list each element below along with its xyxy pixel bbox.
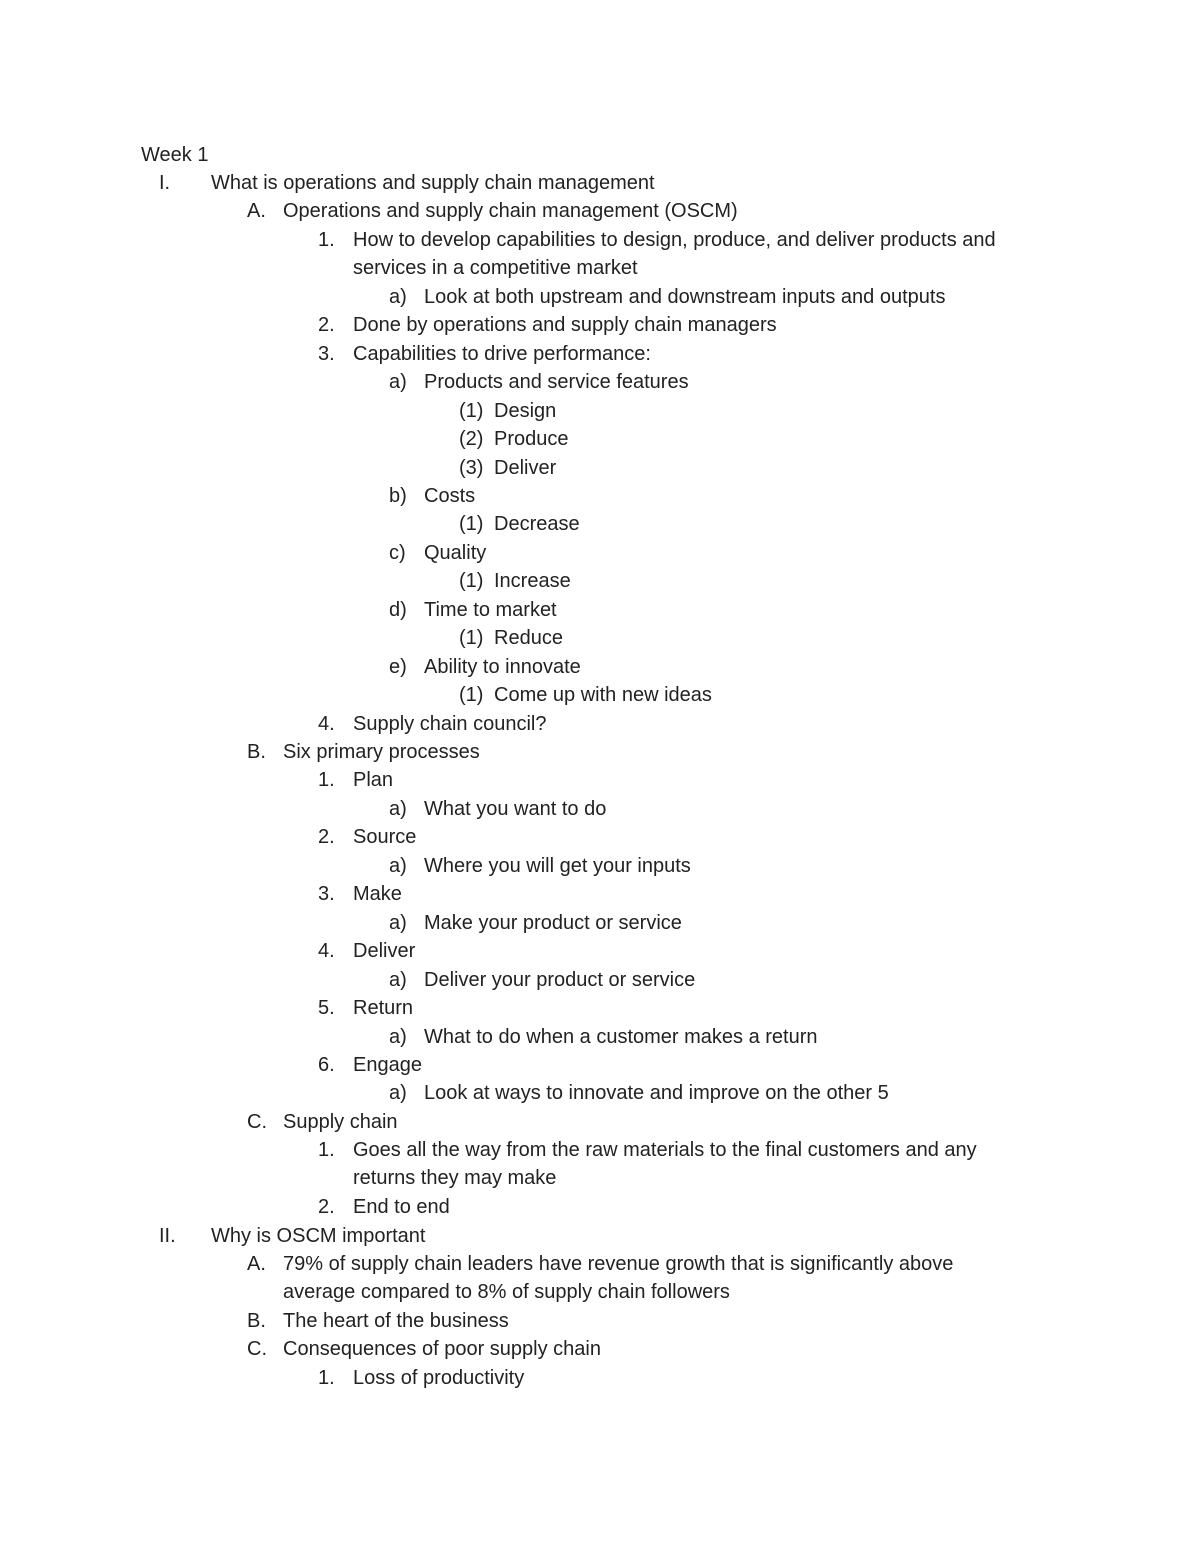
outline-item-marker: a) — [389, 911, 407, 934]
outline-item-marker: B. — [247, 741, 266, 763]
outline-item-marker: 1. — [318, 769, 335, 792]
outline-item-text: How to develop capabilities to design, produce, and deliver products and services in a competitive market — [353, 228, 996, 279]
outline-item-text: Where you will get your inputs — [424, 854, 691, 877]
outline-item-text: Engage — [353, 1053, 422, 1076]
outline-item-marker: A. — [247, 1253, 266, 1276]
outline-item-text: Goes all the way from the raw materials to the final customers and any returns they may make — [353, 1139, 977, 1190]
outline-item-marker: I. — [159, 172, 171, 194]
outline-item-marker: a) — [389, 371, 407, 394]
outline-item-marker: 3. — [318, 342, 335, 365]
outline-item-text: Design — [494, 399, 557, 422]
outline-item-text: Come up with new ideas — [494, 684, 712, 707]
outline-item-marker: (1) — [459, 627, 484, 650]
outline-item-text: Time to market — [424, 598, 557, 621]
outline-item-text: Plan — [353, 769, 394, 792]
outline-item-marker: a) — [389, 968, 407, 991]
outline-item-text: What you want to do — [424, 797, 607, 820]
outline-item-text: Loss of productivity — [353, 1366, 525, 1389]
outline-item-marker: II. — [159, 1224, 176, 1247]
document-title: Week 1 — [141, 144, 209, 166]
outline-item-marker: (2) — [459, 428, 484, 451]
outline-item-marker: C. — [247, 1338, 267, 1361]
outline-item-text: Increase — [494, 570, 571, 593]
outline-item-text: Done by operations and supply chain managers — [353, 314, 777, 337]
outline-item-text: Deliver — [494, 456, 557, 479]
outline-item-marker: 1. — [318, 1139, 335, 1162]
outline-item-marker: (1) — [459, 513, 484, 536]
outline-item-text: Costs — [424, 484, 476, 507]
outline-item-marker: 2. — [318, 1196, 335, 1219]
outline-item-marker: a) — [389, 1025, 407, 1048]
outline-item-marker: a) — [389, 1082, 407, 1105]
outline-item-text: Capabilities to drive performance: — [353, 342, 651, 365]
outline-item-marker: e) — [389, 655, 407, 678]
outline-item-marker: d) — [389, 598, 407, 621]
outline-item-text: End to end — [353, 1196, 450, 1219]
outline-item-marker: 4. — [318, 940, 335, 963]
outline-item-text: Consequences of poor supply chain — [283, 1338, 601, 1361]
outline-item-text: The heart of the business — [283, 1310, 509, 1332]
outline-item-text: Source — [353, 826, 417, 849]
outline-item-marker: c) — [389, 541, 406, 564]
outline-item-text: What to do when a customer makes a return — [424, 1025, 818, 1048]
outline-item-marker: 5. — [318, 997, 335, 1020]
outline-item-text: Deliver — [353, 940, 416, 963]
outline-item-marker: 3. — [318, 883, 335, 906]
outline-item-text: What is operations and supply chain management — [211, 172, 655, 194]
outline-item-marker: (1) — [459, 684, 484, 707]
outline-item-marker: (1) — [459, 399, 484, 422]
outline-item-marker: 1. — [318, 1366, 335, 1389]
outline-item-marker: b) — [389, 484, 407, 507]
outline-item-text: Supply chain council? — [353, 712, 547, 735]
outline-item-marker: 2. — [318, 826, 335, 849]
outline-item-marker: (1) — [459, 570, 484, 593]
outline-item-text: 79% of supply chain leaders have revenue growth that is significantly above average compared to 8% of supply chain followers — [283, 1253, 954, 1304]
outline-item-marker: C. — [247, 1110, 267, 1133]
outline-item-text: Look at ways to innovate and improve on the other 5 — [424, 1082, 889, 1105]
outline-item-text: Operations and supply chain management (OSCM) — [283, 200, 738, 223]
outline-item-marker: (3) — [459, 456, 484, 479]
outline-item-text: Deliver your product or service — [424, 968, 696, 991]
outline-item-text: Quality — [424, 541, 487, 564]
outline-item-text: Reduce — [494, 627, 563, 650]
outline-item-text: Decrease — [494, 513, 580, 536]
outline-item-text: Ability to innovate — [424, 655, 581, 678]
outline-item-marker: 4. — [318, 712, 335, 735]
outline-item-marker: a) — [389, 854, 407, 877]
outline-item-marker: 2. — [318, 314, 335, 337]
outline-item-marker: 1. — [318, 228, 335, 251]
outline-item-marker: a) — [389, 797, 407, 820]
outline-item-text: Six primary processes — [283, 741, 480, 763]
outline-item-marker: 6. — [318, 1053, 335, 1076]
outline-item-text: Make — [353, 883, 402, 906]
outline-item-text: Produce — [494, 428, 569, 451]
outline-item-marker: A. — [247, 200, 266, 223]
outline-item-text: Why is OSCM important — [211, 1224, 426, 1247]
outline-item-marker: B. — [247, 1310, 266, 1332]
outline-item-text: Look at both upstream and downstream inputs and outputs — [424, 285, 946, 308]
outline-item-text: Return — [353, 997, 414, 1020]
outline-item-text: Supply chain — [283, 1110, 398, 1133]
outline-item-text: Make your product or service — [424, 911, 682, 934]
outline-item-marker: a) — [389, 285, 407, 308]
outline-item-text: Products and service features — [424, 371, 689, 394]
